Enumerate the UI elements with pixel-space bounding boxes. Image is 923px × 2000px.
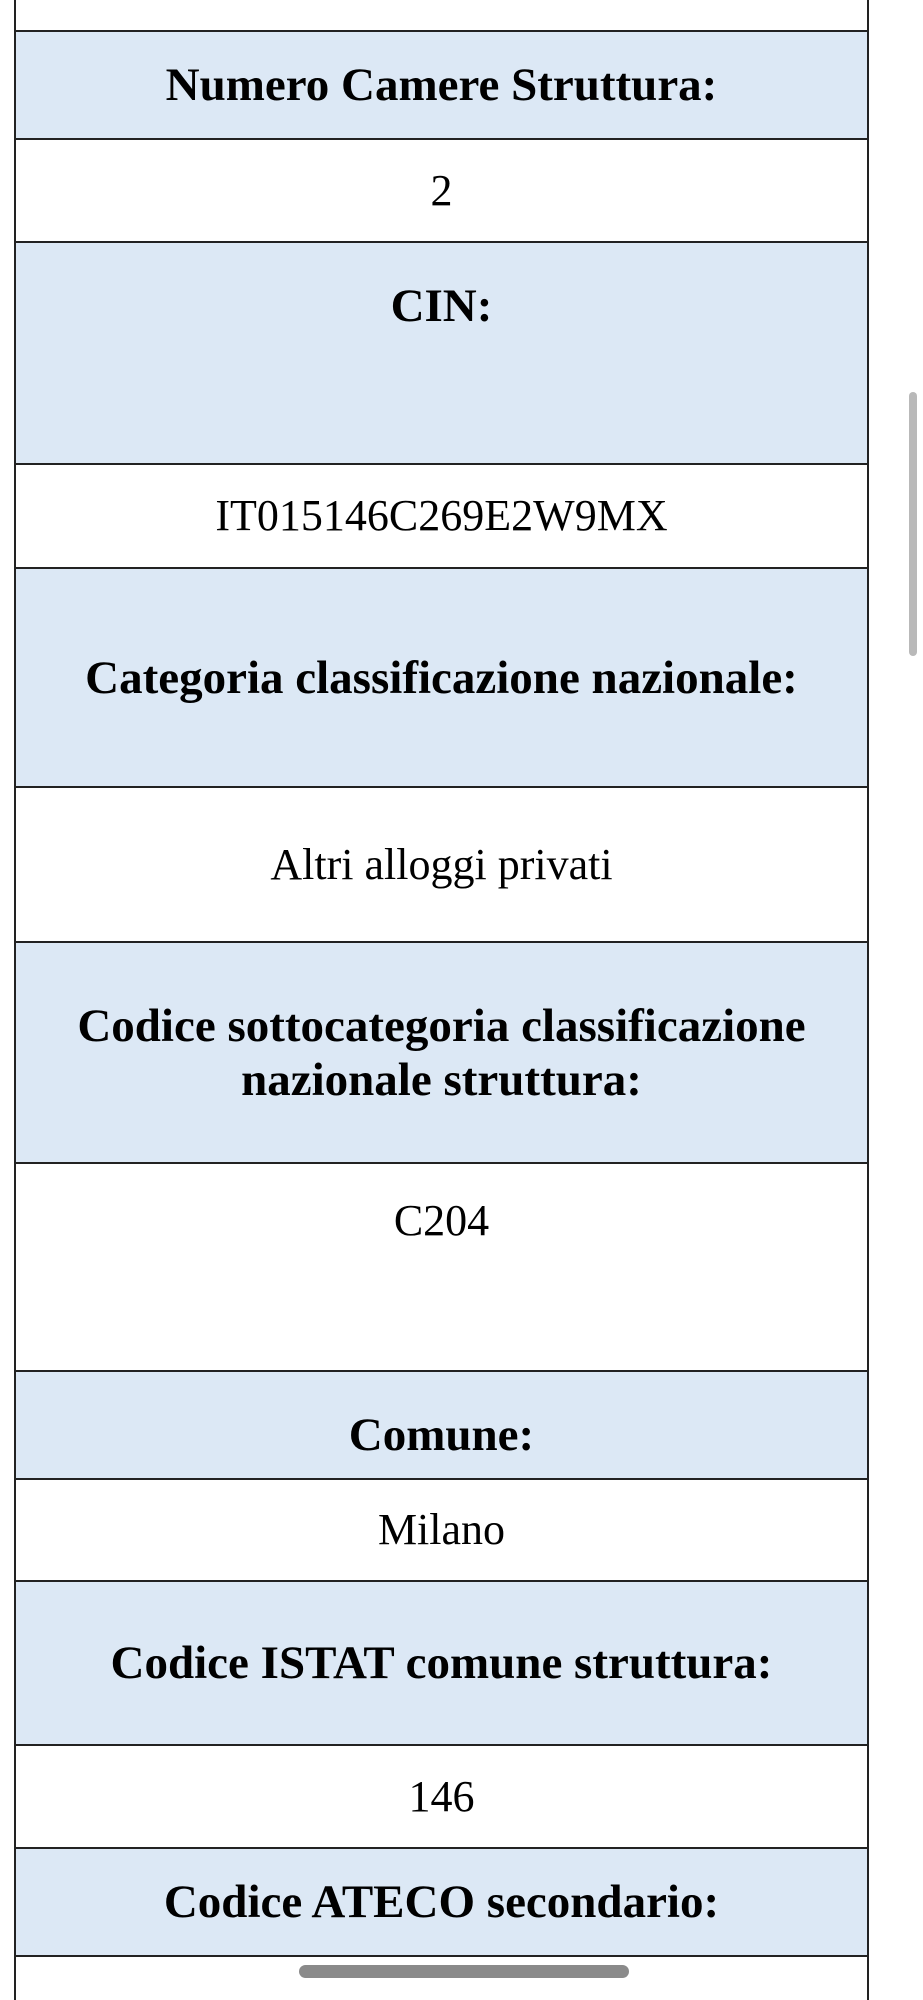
value-categoria bbox=[16, 788, 867, 943]
value-text: C204 bbox=[393, 1196, 490, 1245]
value-text: 146 bbox=[408, 1771, 475, 1821]
details-table bbox=[14, 0, 869, 2000]
label-codice-istat bbox=[16, 1582, 867, 1746]
label-text: Codice ISTAT comune struttura: bbox=[110, 1637, 773, 1689]
value-text: IT015146C269E2W9MX bbox=[215, 491, 668, 540]
label-text: CIN: bbox=[390, 280, 493, 332]
value-text: 2 bbox=[430, 165, 453, 215]
label-text: Codice ATECO secondario: bbox=[163, 1876, 720, 1928]
value-text: Altri alloggi privati bbox=[270, 839, 613, 889]
value-text: Milano bbox=[377, 1505, 506, 1554]
label-text: Codice sottocategoria classificazione nazionale struttura: bbox=[77, 999, 806, 1106]
vertical-scrollbar[interactable] bbox=[909, 392, 917, 656]
table-row-previous-value bbox=[16, 0, 867, 32]
label-codice-sottocategoria bbox=[16, 943, 867, 1164]
value-codice-ateco bbox=[16, 1957, 867, 2000]
label-categoria bbox=[16, 569, 867, 788]
value-codice-istat bbox=[16, 1746, 867, 1849]
label-text: Categoria classificazione nazionale: bbox=[85, 651, 798, 704]
label-cin bbox=[16, 243, 867, 465]
label-codice-ateco bbox=[16, 1849, 867, 1957]
home-indicator[interactable] bbox=[299, 1965, 629, 1978]
value-codice-sottocategoria bbox=[16, 1164, 867, 1372]
label-comune bbox=[16, 1372, 867, 1480]
label-text: Comune: bbox=[348, 1409, 535, 1461]
label-numero-camere bbox=[16, 32, 867, 140]
value-text bbox=[418, 1957, 466, 2000]
value-comune bbox=[16, 1480, 867, 1582]
label-text: Numero Camere Struttura: bbox=[165, 59, 718, 111]
value-numero-camere bbox=[16, 140, 867, 243]
value-cin bbox=[16, 465, 867, 569]
